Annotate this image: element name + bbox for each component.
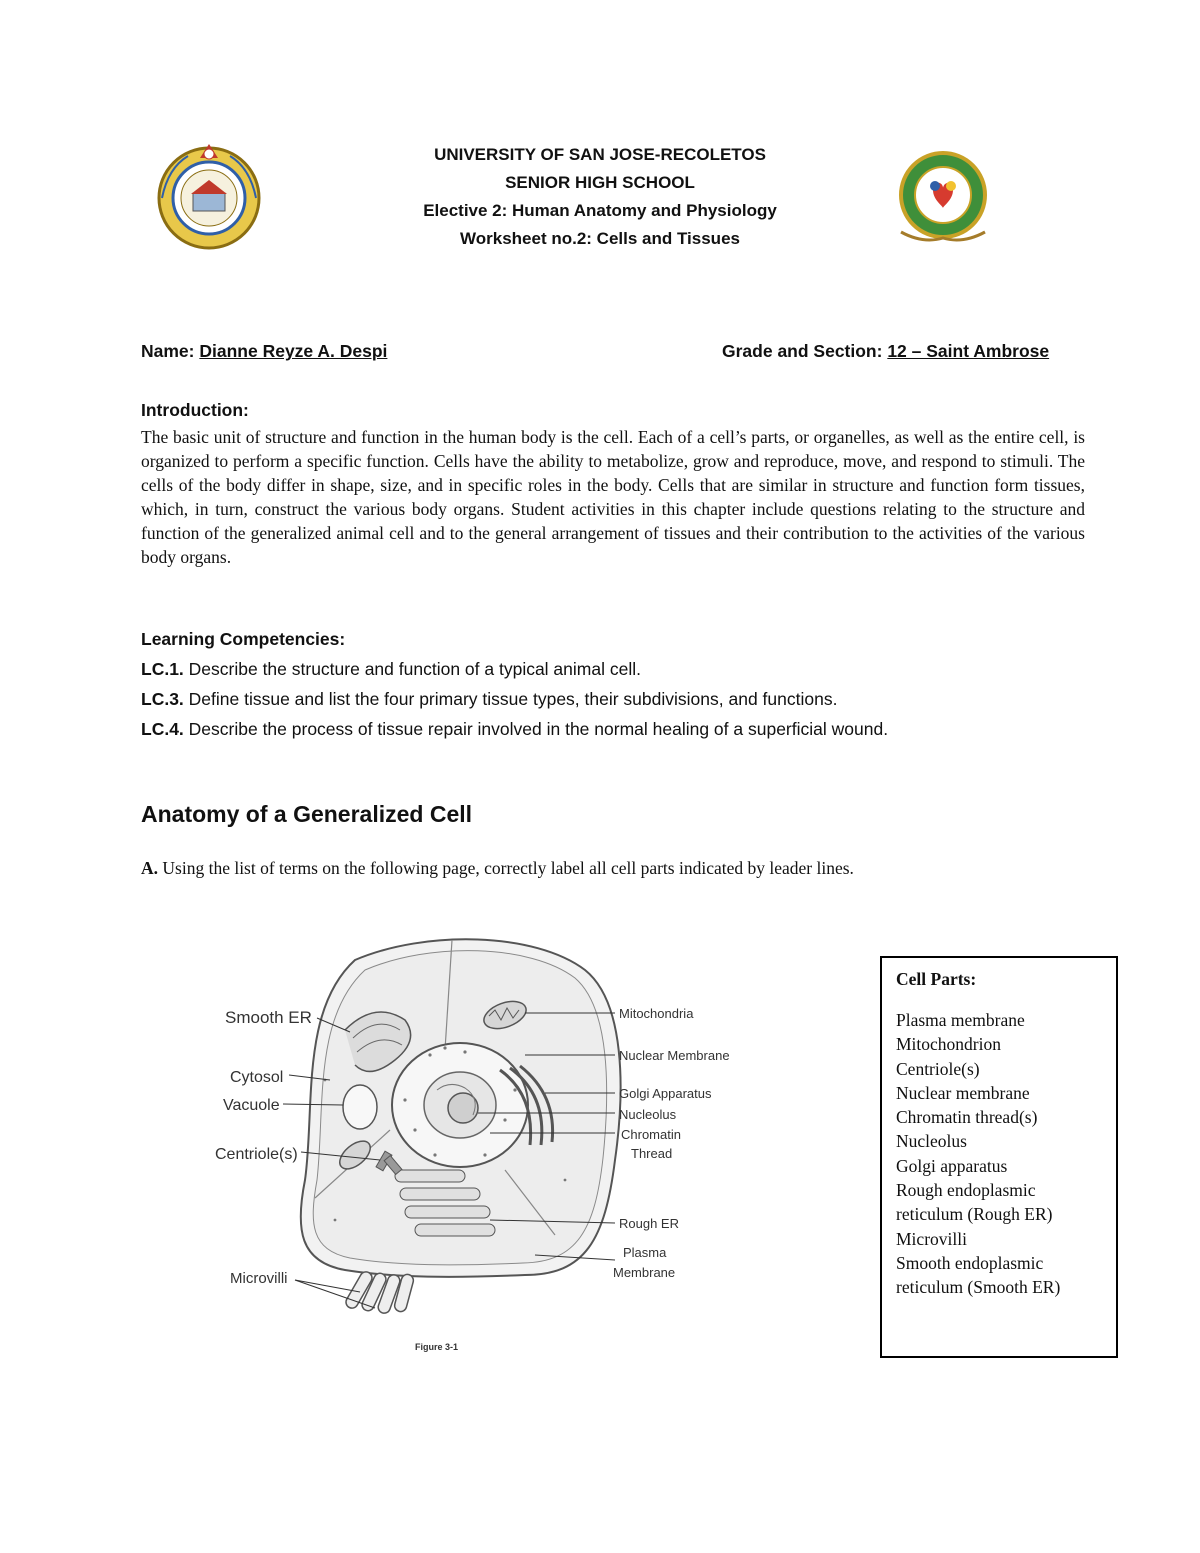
school-name: SENIOR HIGH SCHOOL [505,173,695,192]
shs-seal [893,148,993,248]
label-microvilli: Microvilli [230,1270,288,1287]
list-item: reticulum (Rough ER) [896,1204,1053,1225]
name-label: Name: [141,341,195,361]
label-cytosol: Cytosol [230,1069,284,1086]
vacuole-shape [343,1085,377,1129]
label-smooth-er: Smooth ER [225,1008,312,1027]
list-item: Mitochondrion [896,1034,1001,1055]
list-item: Chromatin thread(s) [896,1107,1038,1128]
competency-item: LC.4. Describe the process of tissue repair involved in the normal healing of a superficial wound. [141,719,889,739]
list-item: Microvilli [896,1228,967,1249]
header-block [300,141,900,253]
label-golgi-apparatus: Golgi Apparatus [619,1086,712,1101]
list-item: reticulum (Smooth ER) [896,1277,1061,1298]
university-name: UNIVERSITY OF SAN JOSE-RECOLETOS [434,145,766,164]
figure-caption: Figure 3-1 [415,1342,459,1352]
cell-diagram [205,930,765,1360]
competency-list [141,654,888,744]
name-value: Dianne Reyze A. Despi [199,341,388,361]
competency-item: LC.1. Describe the structure and function of a typical animal cell. [141,659,641,679]
section-title: Anatomy of a Generalized Cell [141,801,473,827]
label-vacuole: Vacuole [223,1097,280,1114]
label-mitochondria: Mitochondria [619,1006,694,1021]
list-item: Golgi apparatus [896,1155,1008,1176]
instruction [141,858,854,879]
label-nucleolus: Nucleolus [619,1107,677,1122]
list-item: Smooth endoplasmic [896,1252,1044,1273]
introduction-text: The basic unit of structure and function in the human body is the cell. Each of a cell’s parts, or organelles, as well as the entire cell, is organized to perform a specific function. Cells have the ability to metabolize, grow and reproduce, move, and respond to stimuli. The cells of the body differ in shape, size, and in specific roles in the body. Cells that are similar in structure and function form tissues, which, in turn, construct the various body organs. Student activities in this chapter include questions relating to the structure and function of the generalized animal cell and to the general arrangement of tissues and their contribution to the activities of the various body organs. [141,427,1085,567]
grade-value: 12 – Saint Ambrose [887,341,1050,361]
microvilli-shape [344,1270,415,1315]
introduction-heading: Introduction: [141,400,249,420]
label-plasma: Plasma [623,1245,667,1260]
university-seal [148,138,270,250]
label-rough-er: Rough ER [619,1216,679,1231]
label-chromatin: Chromatin [621,1127,681,1142]
cell-parts-box [880,956,1118,1358]
cell-parts-list [896,1008,1116,1300]
competency-item: LC.3. Define tissue and list the four primary tissue types, their subdivisions, and functions. [141,689,838,709]
label-centrioles: Centriole(s) [215,1146,298,1163]
grade-label: Grade and Section: [722,341,883,361]
list-item: Centriole(s) [896,1058,980,1079]
label-membrane: Membrane [613,1265,676,1280]
competencies-heading: Learning Competencies: [141,629,346,649]
cell-parts-title: Cell Parts: [896,969,977,989]
list-item: Plasma membrane [896,1010,1025,1030]
list-item: Nuclear membrane [896,1082,1030,1103]
student-name-row [141,341,387,362]
label-nuclear-membrane: Nuclear Membrane [619,1048,730,1063]
worksheet-title: Worksheet no.2: Cells and Tissues [460,229,740,248]
list-item: Nucleolus [896,1131,967,1152]
list-item: Rough endoplasmic [896,1180,1036,1201]
instruction-text: Using the list of terms on the following page, correctly label all cell parts indicated by leader lines. [158,858,854,878]
label-thread: Thread [631,1146,673,1161]
grade-section-row [722,341,1049,362]
instruction-letter: A. [141,858,159,878]
course-title: Elective 2: Human Anatomy and Physiology [423,201,777,220]
